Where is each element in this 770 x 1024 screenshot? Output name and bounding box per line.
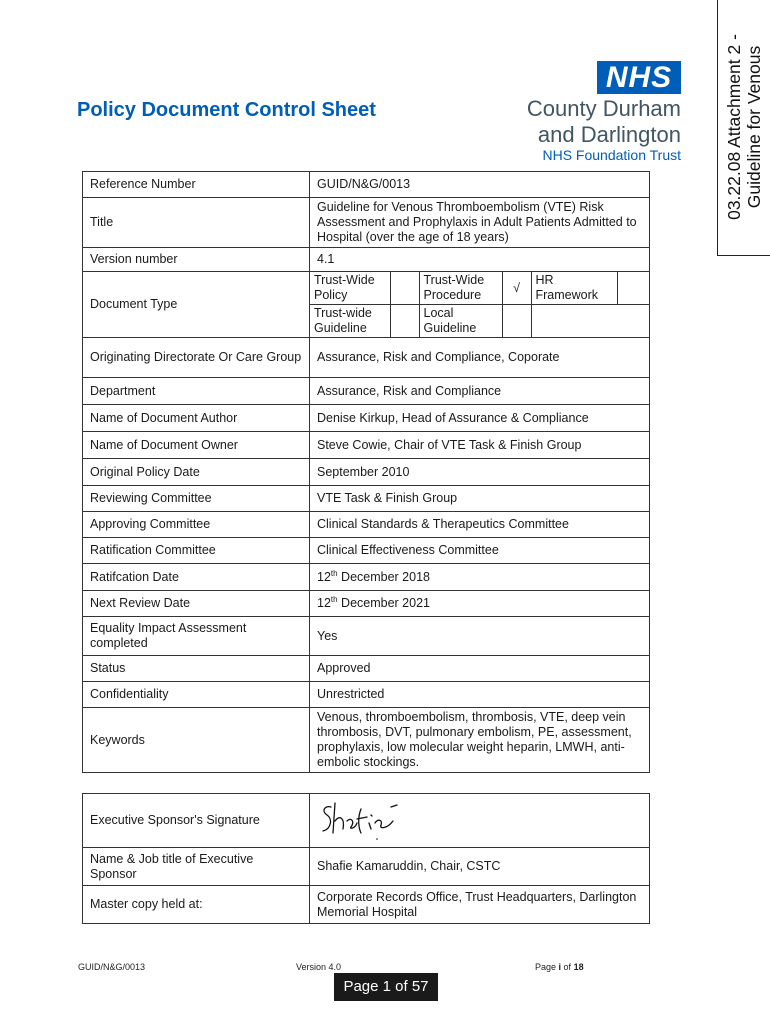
org-name (527, 96, 681, 148)
table-row (83, 682, 650, 708)
footer-page-total: 18 (573, 962, 584, 972)
row-label: Reviewing Committee (83, 486, 310, 512)
row-label: Approving Committee (83, 512, 310, 538)
table-row (83, 198, 650, 248)
doc-type-option: Trust-wide Guideline (310, 305, 390, 338)
doc-type-empty (531, 305, 649, 338)
org-name-line2: and Darlington (537, 122, 681, 147)
side-tab (717, 0, 770, 256)
table-row (83, 794, 650, 848)
row-label: Confidentiality (83, 682, 310, 708)
footer-page (535, 962, 584, 972)
doc-type-option: Local Guideline (419, 305, 502, 338)
table-row (83, 378, 650, 405)
table-row (83, 591, 650, 617)
row-label: Department (83, 378, 310, 405)
row-label: Ratifcation Date (83, 564, 310, 591)
table-row (83, 432, 650, 459)
row-label: Original Policy Date (83, 459, 310, 486)
table-row (83, 172, 650, 198)
table-row (83, 338, 650, 378)
doc-type-checkbox (390, 305, 419, 338)
org-name-line1: County Durham (526, 96, 681, 121)
date-suffix: th (330, 568, 338, 578)
row-label: Master copy held at: (83, 886, 310, 924)
signature-cell (310, 794, 650, 848)
doc-type-option: Trust-Wide Procedure (419, 272, 502, 305)
table-row (83, 512, 650, 538)
row-label: Originating Directorate Or Care Group (83, 338, 310, 378)
date-day: 12 (317, 596, 331, 610)
row-label: Title (83, 198, 310, 248)
row-value: Clinical Standards & Therapeutics Committee (310, 512, 650, 538)
row-value: Steve Cowie, Chair of VTE Task & Finish Group (310, 432, 650, 459)
footer-version: Version 4.0 (296, 962, 342, 972)
org-subtitle: NHS Foundation Trust (542, 147, 681, 163)
doc-type-checkbox (617, 272, 649, 305)
row-label: Name of Document Author (83, 405, 310, 432)
table-row (83, 848, 650, 886)
row-label: Version number (83, 248, 310, 272)
row-label: Next Review Date (83, 591, 310, 617)
row-label: Executive Sponsor's Signature (83, 794, 310, 848)
row-value: Assurance, Risk and Compliance, Coporate (310, 338, 650, 378)
signature-image (317, 799, 417, 843)
side-tab-text (724, 34, 764, 220)
row-value: Guideline for Venous Thromboembolism (VTE) Risk Assessment and Prophylaxis in Adult Patients Admitted to Hospital (over the age of 18 years) (310, 198, 650, 248)
row-label: Ratification Committee (83, 538, 310, 564)
table-row (83, 405, 650, 432)
table-row (83, 656, 650, 682)
row-value (310, 591, 650, 617)
row-label: Reference Number (83, 172, 310, 198)
table-row (83, 708, 650, 773)
row-value: 4.1 (310, 248, 650, 272)
doc-type-check-icon: √ (502, 272, 531, 305)
row-label: Equality Impact Assessment completed (83, 617, 310, 656)
page-indicator: Page 1 of 57 (334, 973, 438, 1001)
table-row (83, 248, 650, 272)
row-value (310, 564, 650, 591)
control-table (82, 171, 650, 773)
table-row (83, 617, 650, 656)
row-value: GUID/N&G/0013 (310, 172, 650, 198)
page-title: Policy Document Control Sheet (77, 99, 376, 121)
table-row (83, 564, 650, 591)
table-row (83, 538, 650, 564)
row-value: Clinical Effectiveness Committee (310, 538, 650, 564)
row-label: Name of Document Owner (83, 432, 310, 459)
doc-type-grid (310, 272, 650, 338)
date-rest: December 2018 (337, 569, 430, 584)
date-day: 12 (317, 569, 331, 584)
table-row (83, 459, 650, 486)
row-value: September 2010 (310, 459, 650, 486)
doc-type-option: Trust-Wide Policy (310, 272, 390, 305)
doc-type-checkbox (502, 305, 531, 338)
row-value: Corporate Records Office, Trust Headquarters, Darlington Memorial Hospital (310, 886, 650, 924)
table-row (83, 886, 650, 924)
footer-page-prefix: Page (535, 962, 559, 972)
row-label: Keywords (83, 708, 310, 773)
row-value: Shafie Kamaruddin, Chair, CSTC (310, 848, 650, 886)
row-value: VTE Task & Finish Group (310, 486, 650, 512)
row-value: Unrestricted (310, 682, 650, 708)
footer-page-mid: of (561, 962, 574, 972)
doc-type-option: HR Framework (531, 272, 617, 305)
date-suffix: th (330, 594, 338, 604)
row-value: Venous, thromboembolism, thrombosis, VTE, deep vein thrombosis, DVT, pulmonary embolism, PE, assessment, prophylaxis, low molecular weight heparin, LMWH, anti-embolic stockings. (310, 708, 650, 773)
row-label: Document Type (83, 272, 310, 338)
sponsor-table (82, 793, 650, 924)
footer-page-current: i (558, 962, 562, 972)
row-value: Assurance, Risk and Compliance (310, 378, 650, 405)
doc-type-checkbox (390, 272, 419, 305)
table-row (83, 272, 650, 338)
nhs-logo: NHS (597, 61, 681, 94)
side-tab-line1: 03.22.08 Attachment 2 - (724, 34, 744, 220)
row-value: Denise Kirkup, Head of Assurance & Compliance (310, 405, 650, 432)
row-value: Approved (310, 656, 650, 682)
side-tab-line2: Guideline for Venous (744, 45, 764, 209)
table-row (83, 486, 650, 512)
row-value: Yes (310, 617, 650, 656)
row-label: Status (83, 656, 310, 682)
footer-reference: GUID/N&G/0013 (78, 962, 146, 972)
row-label: Name & Job title of Executive Sponsor (83, 848, 310, 886)
date-rest: December 2021 (337, 596, 430, 610)
